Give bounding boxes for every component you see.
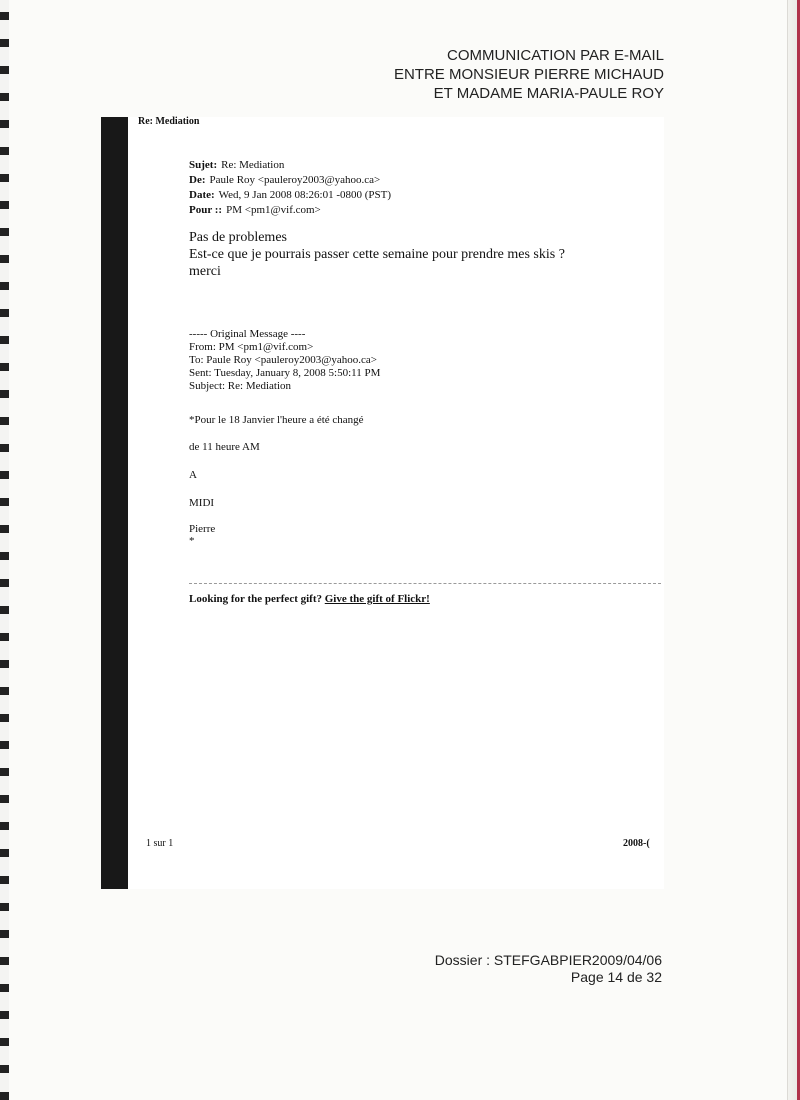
quoted-line-5: Pierre — [189, 523, 216, 535]
original-from: From: PM <pm1@vif.com> — [189, 341, 314, 353]
quoted-line-2: de 11 heure AM — [189, 441, 260, 453]
date-label: Date: — [189, 189, 215, 201]
flickr-gift-link[interactable]: Give the gift of Flickr! — [324, 593, 430, 605]
message-line-1: Pas de problemes — [189, 230, 287, 245]
date-value: Wed, 9 Jan 2008 08:26:01 -0800 (PST) — [218, 189, 392, 201]
from-label: De: — [189, 174, 206, 186]
original-sent: Sent: Tuesday, January 8, 2008 5:50:11 PM — [189, 367, 381, 379]
printout-dark-margin — [101, 117, 128, 889]
email-headers — [189, 158, 391, 218]
quoted-line-1: *Pour le 18 Janvier l'heure a été changé — [189, 414, 364, 426]
quoted-line-4: MIDI — [189, 497, 215, 509]
quoted-line-6: * — [189, 535, 195, 547]
page-number: Page 14 de 32 — [570, 969, 662, 985]
message-body — [189, 229, 565, 280]
subject-label: Sujet: — [189, 159, 218, 171]
printout-title: Re: Mediation — [138, 116, 200, 127]
header-date — [189, 188, 391, 203]
from-value: Paule Roy <pauleroy2003@yahoo.ca> — [209, 174, 381, 186]
subject-value: Re: Mediation — [221, 159, 285, 171]
binder-red-edge — [760, 0, 800, 1100]
to-label: Pour :: — [189, 204, 223, 216]
binding-edge — [0, 0, 9, 1100]
dossier-number: Dossier : STEFGABPIER2009/04/06 — [434, 952, 662, 968]
original-divider: ----- Original Message ---- — [189, 328, 306, 340]
flickr-ad-prefix: Looking for the perfect gift? — [189, 593, 322, 605]
header-line-1: COMMUNICATION PAR E-MAIL — [447, 47, 664, 64]
original-to: To: Paule Roy <pauleroy2003@yahoo.ca> — [189, 354, 377, 366]
message-line-2: Est-ce que je pourrais passer cette semaine pour prendre mes skis ? — [189, 247, 565, 262]
printout-date-stamp: 2008-( — [623, 838, 650, 849]
quoted-line-3: A — [189, 469, 197, 481]
to-value: PM <pm1@vif.com> — [226, 204, 321, 216]
printout-page-count: 1 sur 1 — [146, 838, 174, 849]
message-line-3: merci — [189, 264, 221, 279]
header-from — [189, 173, 391, 188]
flickr-ad — [189, 593, 430, 605]
signature-separator — [189, 583, 661, 584]
header-to — [189, 203, 391, 218]
original-message-block — [189, 328, 380, 393]
bleed-through-text — [175, 237, 178, 249]
header-line-2: ENTRE MONSIEUR PIERRE MICHAUD — [393, 66, 664, 83]
header-subject — [189, 158, 391, 173]
header-line-3: ET MADAME MARIA-PAULE ROY — [433, 85, 664, 102]
original-subject: Subject: Re: Mediation — [189, 380, 292, 392]
document-header — [394, 46, 664, 103]
document-footer — [435, 952, 662, 986]
